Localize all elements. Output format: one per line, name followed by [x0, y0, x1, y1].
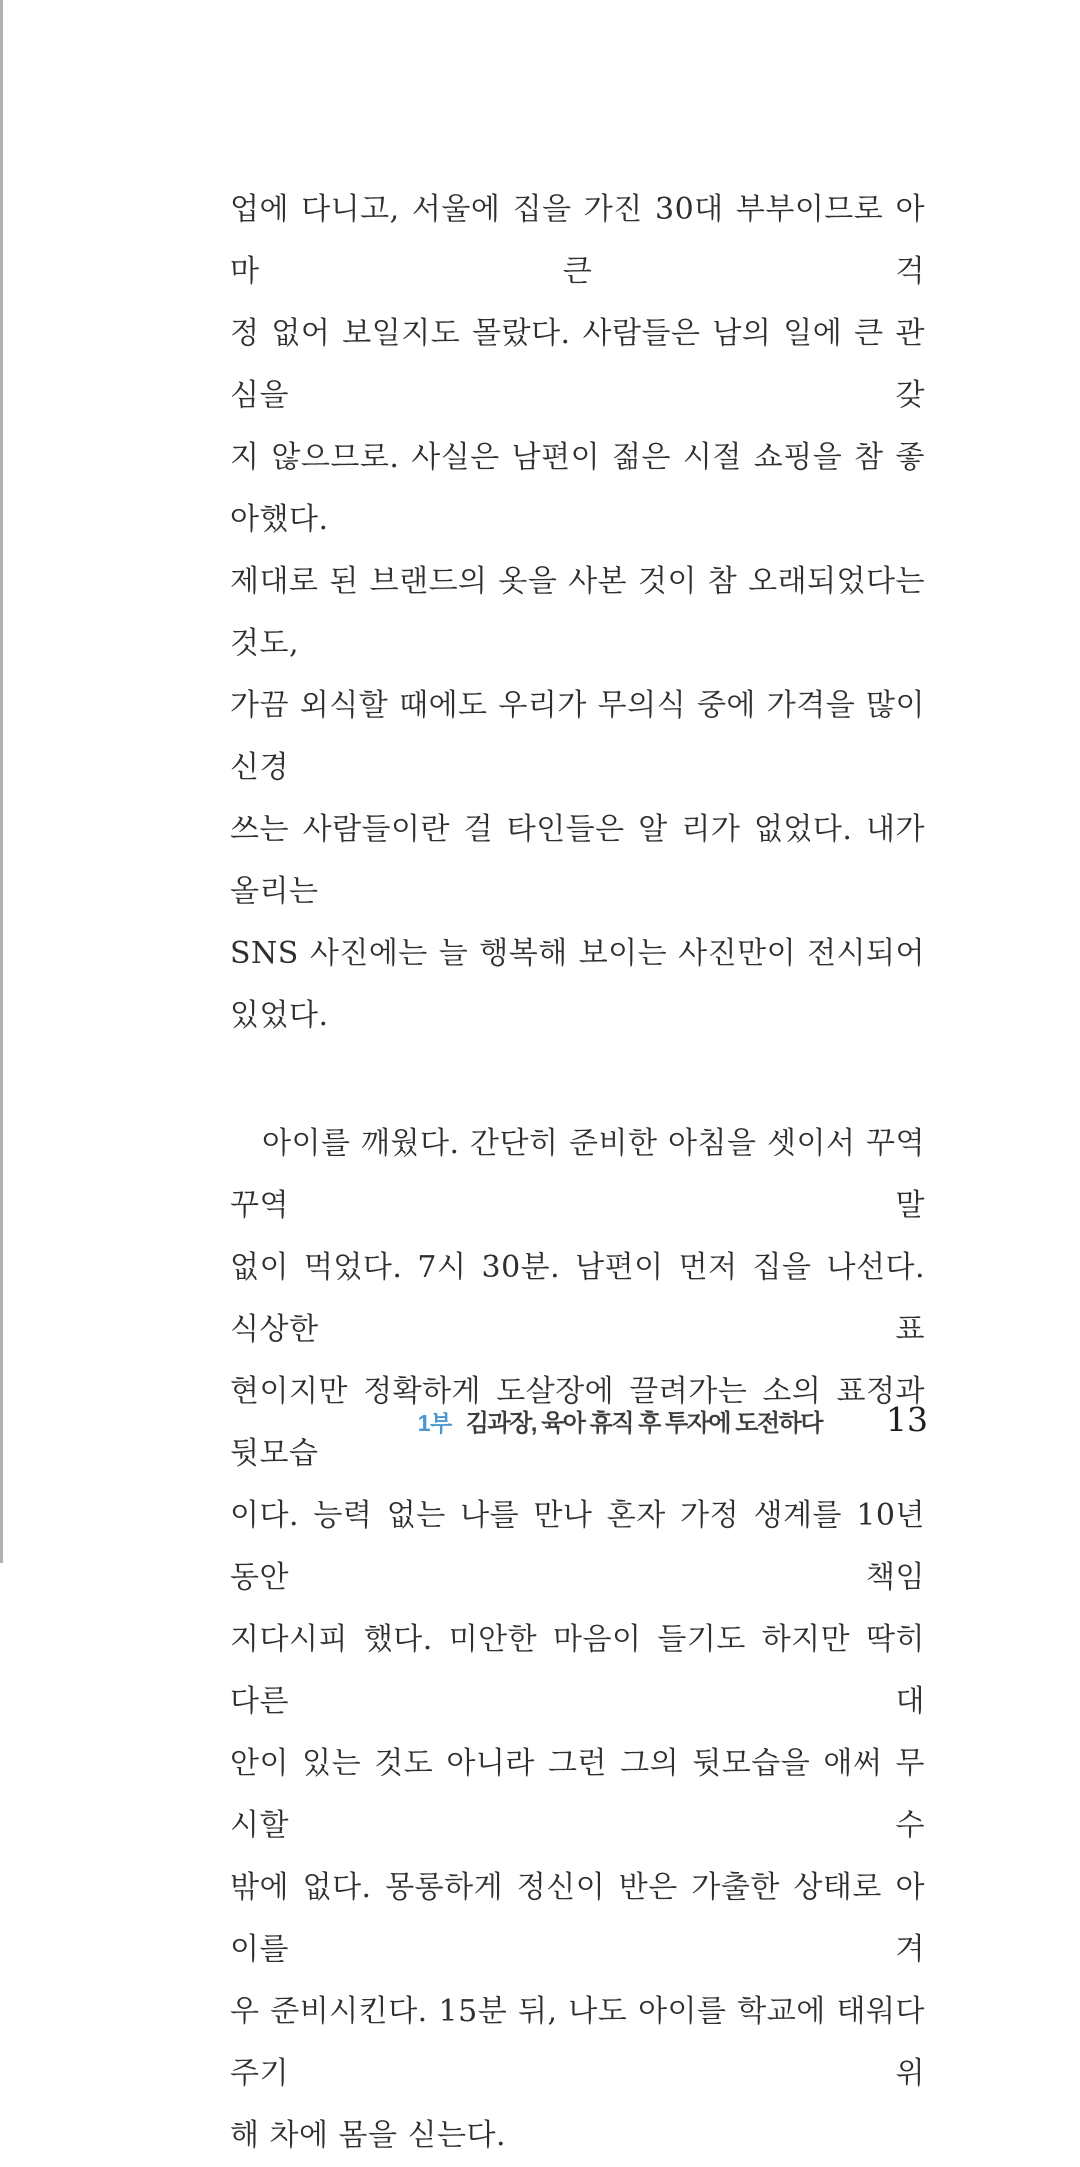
text-line: 현이지만 정확하게 도살장에 끌려가는 소의 표정과 뒷모습: [230, 1374, 925, 1471]
paragraph: [230, 1113, 925, 2167]
text-line: 가끔 외식할 때에도 우리가 무의식 중에 가격을 많이 신경: [230, 688, 925, 785]
paragraph: [230, 179, 925, 1047]
text-line: 쓰는 사람들이란 걸 타인들은 알 리가 없었다. 내가 올리는: [230, 812, 925, 909]
text-line: SNS 사진에는 늘 행복해 보이는 사진만이 전시되어 있었다.: [230, 936, 925, 1033]
text-line: 지 않으므로. 사실은 남편이 젊은 시절 쇼핑을 참 좋아했다.: [230, 440, 925, 537]
text-line: 정 없어 보일지도 몰랐다. 사람들은 남의 일에 큰 관심을 갖: [230, 316, 925, 413]
part-label: 1부: [417, 1410, 452, 1436]
text-line: 안이 있는 것도 아니라 그런 그의 뒷모습을 애써 무시할 수: [230, 1746, 925, 1843]
page-edge-divider: [0, 0, 3, 1563]
text-line: 아이를 깨웠다. 간단히 준비한 아침을 셋이서 꾸역꾸역 말: [230, 1126, 925, 1223]
text-line: 없이 먹었다. 7시 30분. 남편이 먼저 집을 나선다. 식상한 표: [230, 1250, 925, 1347]
text-line: 우 준비시킨다. 15분 뒤, 나도 아이를 학교에 태워다 주기 위: [230, 1994, 925, 2091]
chapter-title: 김과장, 육아 휴직 후 투자에 도전하다: [465, 1410, 822, 1437]
text-line: 업에 다니고, 서울에 집을 가진 30대 부부이므로 아마 큰 걱: [230, 192, 925, 289]
page-footer: [230, 1400, 928, 1439]
text-line: 제대로 된 브랜드의 옷을 사본 것이 참 오래되었다는 것도,: [230, 564, 925, 661]
page-number: 13: [886, 1400, 928, 1439]
text-line: 해 차에 몸을 싣는다.: [230, 2118, 506, 2153]
text-line: 지다시피 했다. 미안한 마음이 들기도 하지만 딱히 다른 대: [230, 1622, 925, 1719]
text-line: 이다. 능력 없는 나를 만나 혼자 가정 생계를 10년 동안 책임: [230, 1498, 925, 1595]
text-line: 밖에 없다. 몽롱하게 정신이 반은 가출한 상태로 아이를 겨: [230, 1870, 925, 1967]
body-text: [230, 179, 925, 2167]
